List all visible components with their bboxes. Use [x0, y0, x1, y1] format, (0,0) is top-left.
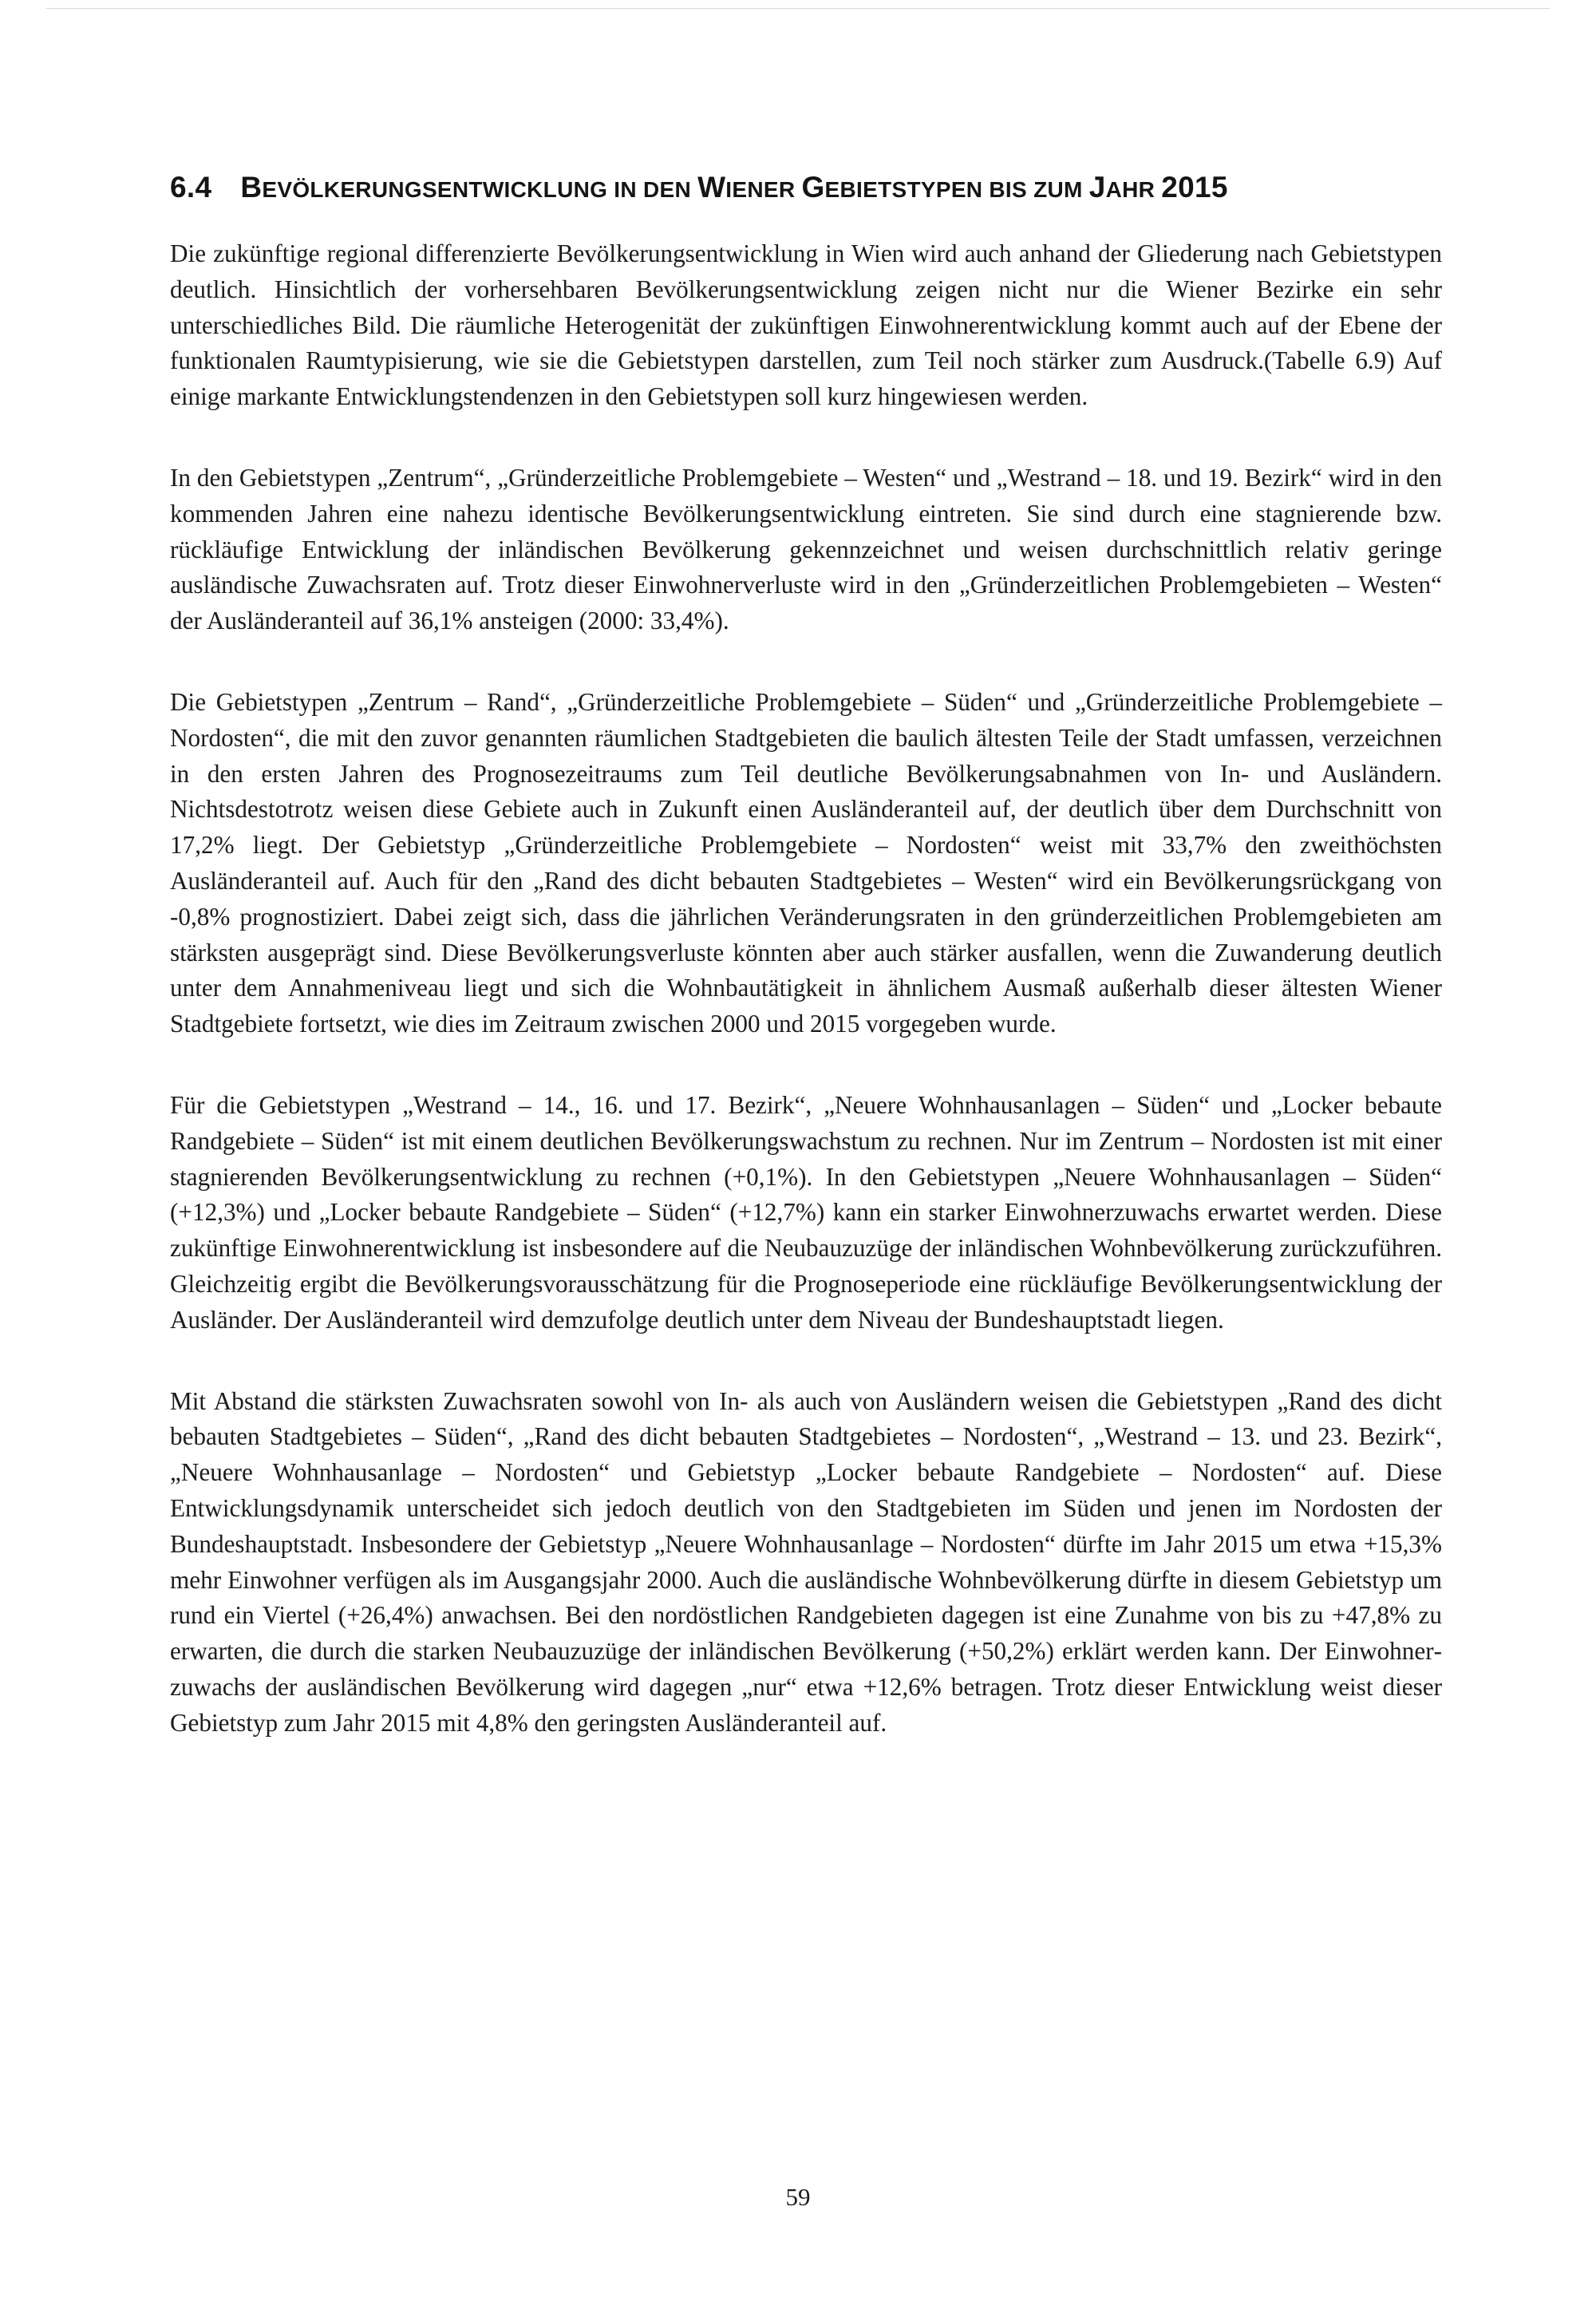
- paragraph: Mit Abstand die stärksten Zuwachsraten sowohl von In- als auch von Ausländern weisen die Gebietstypen „Rand des dicht bebauten Stadtgebietes – Süden“, „Rand des dicht bebauten Stadtgebietes – Nordosten“, „Westrand – 13. und 23. Bezirk“, „Neuere Wohnhausanlage – Nordosten“ und Gebietstyp „Locker bebaute Randgebiete – Nordosten“ auf. Diese Entwicklungsdynamik unterscheidet sich jedoch deutlich von den Stadtgebieten im Süden und jenen im Nordosten der Bundeshauptstadt. Insbesondere der Gebietstyp „Neuere Wohnhausanlage – Nordosten“ dürfte im Jahr 2015 um etwa +15,3% mehr Einwohner verfügen als im Ausgangsjahr 2000. Auch die ausländische Wohnbevölkerung dürfte in diesem Gebietstyp um rund ein Viertel (+26,4%) anwachsen. Bei den nordöstlichen Randgebieten dagegen ist eine Zunahme von bis zu +47,8% zu erwarten, die durch die starken Neubauzuzüge der inländischen Bevölkerung (+50,2%) erklärt werden kann. Der Einwohnerzuwachs der ausländischen Bevölkerung wird dagegen „nur“ etwa +12,6% betragen. Trotz dieser Entwicklung weist dieser Gebietstyp zum Jahr 2015 mit 4,8% den geringsten Ausländeranteil auf.: [170, 1386, 1442, 1737]
- title-part: GEBIETSTYPEN BIS ZUM: [801, 171, 1089, 204]
- title-year: 2015: [1161, 171, 1228, 204]
- title-part: BEVÖLKERUNGSENTWICKLUNG IN DEN: [240, 171, 698, 204]
- paragraph: Für die Gebietstypen „Westrand – 14., 16. und 17. Bezirk“, „Neuere Wohnhausanlagen – Süden“ und „Locker bebaute Randgebiete – Süden“ ist mit einem deutlichen Bevölkerungswachstum zu rechnen. Nur im Zentrum – Nordosten ist mit einer stagnierenden Bevölkerungsentwicklung zu rechnen (+0,1%). In den Gebietstypen „Neuere Wohnhausanlagen – Süden“ (+12,3%) und „Locker bebaute Randgebiete – Süden“ (+12,7%) kann ein starker Einwohnerzuwachs erwartet werden. Diese zukünftige Einwohnerentwicklung ist insbesondere auf die Neubauzuzüge der inländischen Wohnbevölkerung zurückzuführen. Gleichzeitig ergibt die Bevölkerungsvorausschätzung für die Prognoseperiode eine rückläufige Bevölkerungsentwicklung der Ausländer. Der Ausländeranteil wird demzufolge deutlich unter dem Niveau der Bundeshauptstadt liegen.: [170, 1090, 1442, 1334]
- body-text: [170, 236, 1442, 1786]
- title-part: WIENER: [697, 171, 802, 204]
- section-heading: [170, 171, 1447, 204]
- section-number: 6.4: [170, 171, 212, 204]
- paragraph: Die zukünftige regional differenzierte Bevölkerungsentwicklung in Wien wird auch anhand der Gliederung nach Gebietstypen deutlich. Hinsichtlich der vorhersehbaren Bevölkerungsentwicklung zeigen nicht nur die Wiener Bezirke ein sehr unterschiedliches Bild. Die räumliche Heterogenität der zukünftigen Einwohnerentwicklung kommt auch auf der Ebene der funktionalen Raumtypisierung, wie sie die Gebietstypen darstellen, zum Teil noch stärker zum Ausdruck.(Tabelle 6.9) Auf einige markante Entwicklungstendenzen in den Gebietstypen soll kurz hingewiesen werden.: [170, 239, 1442, 411]
- paragraph: In den Gebietstypen „Zentrum“, „Gründerzeitliche Problemgebiete – Westen“ und „Westrand – 18. und 19. Bezirk“ wird in den kommenden Jahren eine nahezu identische Bevölkerungsentwicklung eintreten. Sie sind durch eine stagnierende bzw. rückläufige Entwicklung der inländischen Bevölkerung gekennzeichnet und weisen durchschnittlich relativ geringe ausländische Zuwachsraten auf. Trotz dieser Einwohnerverluste wird in den „Gründerzeitlichen Problemgebieten – Westen“ der Ausländeranteil auf 36,1% ansteigen (2000: 33,4%).: [170, 463, 1442, 635]
- section-title: [240, 171, 1227, 204]
- title-part: JAHR: [1088, 171, 1162, 204]
- page-number: 59: [785, 2183, 811, 2211]
- scan-edge-line: [46, 8, 1550, 9]
- paragraph: Die Gebietstypen „Zentrum – Rand“, „Gründerzeitliche Problemgebiete – Süden“ und „Gründerzeitliche Problemgebiete – Nordosten“, die mit den zuvor genannten räumlichen Stadtgebieten die baulich ältesten Teile der Stadt umfassen, verzeichnen in den ersten Jahren des Prognosezeitraums zum Teil deutliche Bevölkerungsabnahmen von In- und Ausländern. Nichtsdestotrotz weisen diese Gebiete auch in Zukunft einen Ausländeranteil auf, der deutlich über dem Durchschnitt von 17,2% liegt. Der Gebietstyp „Gründerzeitliche Problemgebiete – Nordosten“ weist mit 33,7% den zweithöchsten Ausländeranteil auf. Auch für den „Rand des dicht bebauten Stadtgebietes – Westen“ wird ein Bevölkerungsrückgang von -0,8% prognostiziert. Dabei zeigt sich, dass die jährlichen Veränderungsraten in den gründerzeitlichen Problemgebieten am stärksten ausgeprägt sind. Diese Bevölkerungsverluste könnten aber auch stärker ausfallen, wenn die Zuwanderung deutlich unter dem Annahmeniveau liegt und sich die Wohnbautätigkeit in ähnlichem Ausmaß außerhalb dieser ältesten Wiener Stadtgebiete fortsetzt, wie dies im Zeitraum zwischen 2000 und 2015 vorgegeben wurde.: [170, 687, 1442, 1038]
